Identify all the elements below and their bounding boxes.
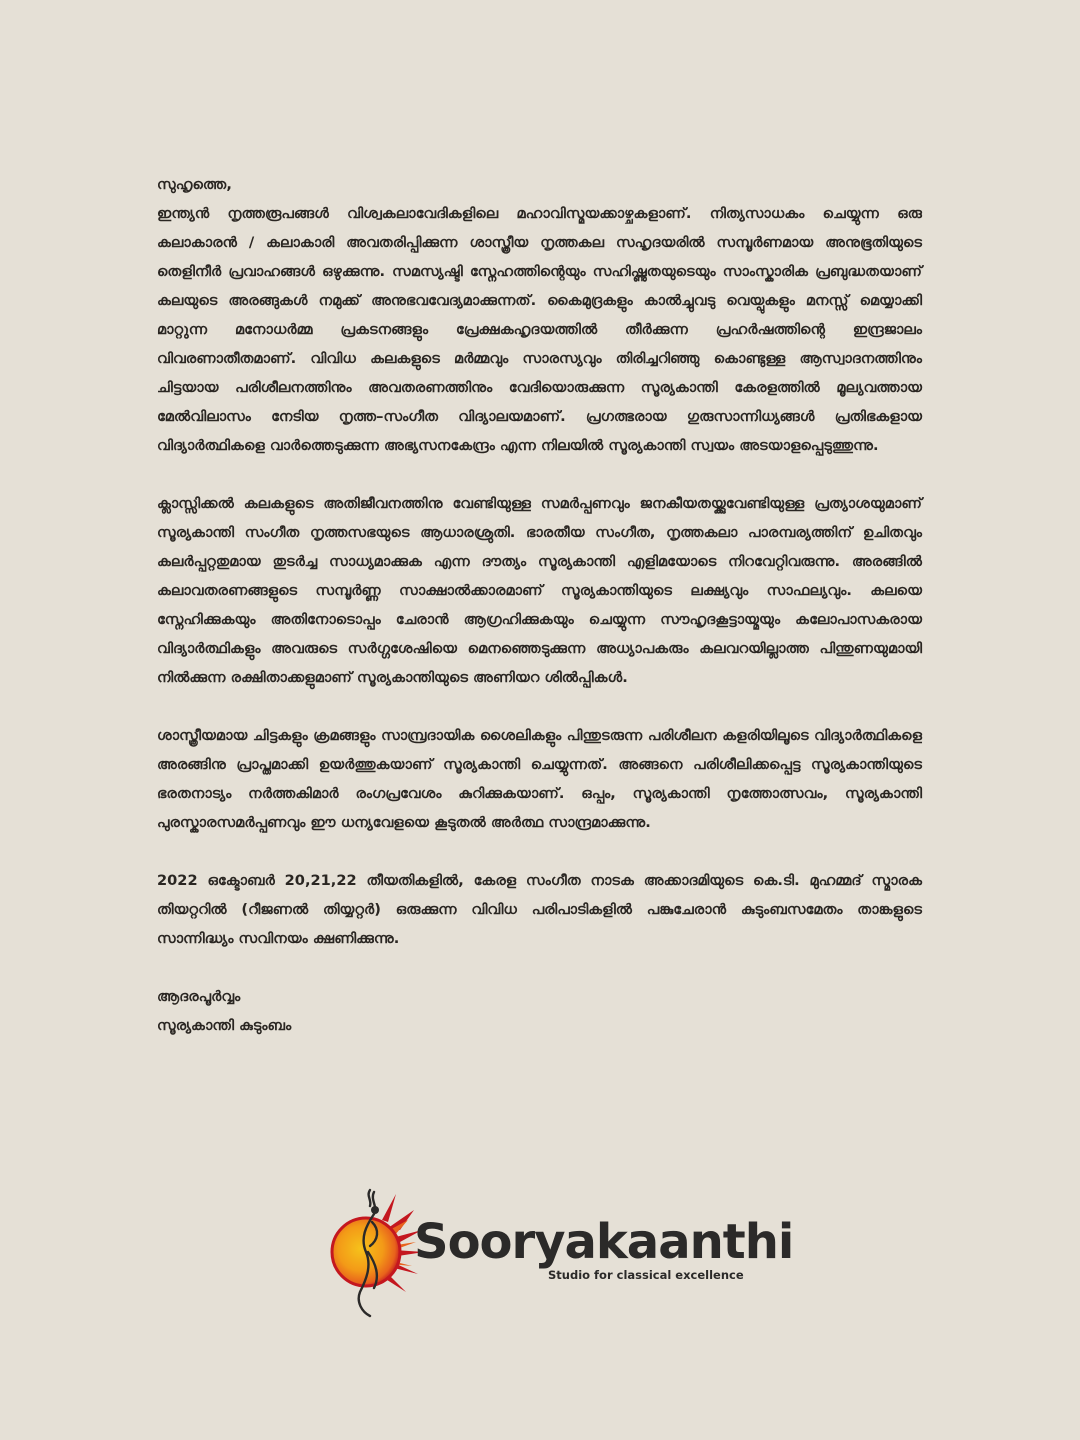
- paragraph-mission: ക്ലാസ്സിക്കൽ കലകളുടെ അതിജീവനത്തിനു വേണ്ടിയുള്ള സമർപ്പണവും ജനകീയതയ്ക്കുവേണ്ടിയുള്ള പ്രത്യാശയുമാണ് സൂര്യകാന്തി സംഗീത നൃത്തസഭയുടെ ആധാരശ്രുതി. ഭാരതീയ സംഗീത, നൃത്തകലാ പാരമ്പര്യത്തിന് ഉചിതവും കലർപ്പറ്റതുമായ തുടർച്ച സാധ്യമാക്കുക എന്ന ദൗത്യം സൂര്യകാന്തി എളിമയോടെ നിറവേറ്റിവരുന്നു. അരങ്ങിൽ കലാവതരണങ്ങളുടെ സമ്പൂർണ്ണ സാക്ഷാൽക്കാരമാണ് സൂര്യകാന്തിയുടെ ലക്ഷ്യവും സാഫല്യവും. കലയെ സ്നേഹിക്കുകയും അതിനോടൊപ്പം ചേരാൻ ആഗ്രഹിക്കുകയും ചെയ്യുന്ന സൗഹൃദകൂട്ടായ്മയും കലോപാസകരായ വിദ്യാർത്ഥികളും അവരുടെ സർഗ്ഗശേഷിയെ മെനഞ്ഞെടുക്കുന്ന അധ്യാപകരും കലവറയില്ലാത്ത പിന്തുണയുമായി നിൽക്കുന്ന രക്ഷിതാക്കളുമാണ് സൂര്യകാന്തിയുടെ അണിയറ ശിൽപ്പികൾ.: [157, 495, 922, 686]
- paragraph-intro: ഇന്ത്യൻ നൃത്തരൂപങ്ങൾ വിശ്വകലാവേദികളിലെ മഹാവിസ്മയക്കാഴ്ചകളാണ്. നിത്യസാധകം ചെയ്യുന്ന ഒരു കലാകാരൻ / കലാകാരി അവതരിപ്പിക്കുന്ന ശാസ്ത്രീയ നൃത്തകല സഹൃദയരിൽ സമ്പൂർണമായ അനുഭൂതിയുടെ തെളിനീർ പ്രവാഹങ്ങൾ ഒഴുക്കുന്നു. സമസ്യഷ്ടി സ്നേഹത്തിന്റെയും സഹിഷ്ണുതയുടെയും സാംസ്കാരിക പ്രബുദ്ധതയാണ് കലയുടെ അരങ്ങുകൾ നമുക്ക് അനുഭവവേദ്യമാക്കുന്നത്. കൈമുദ്രകളും കാൽച്ചുവടു വെയ്പുകളും മനസ്സ് മെയ്യാക്കി മാറ്റുന്ന മനോധർമ്മ പ്രകടനങ്ങളും പ്രേക്ഷകഹൃദയത്തിൽ തീർക്കുന്ന പ്രഹർഷത്തിന്റെ ഇന്ദ്രജാലം വിവരണാതീതമാണ്. വിവിധ കലകളുടെ മർമ്മവും സാരസ്യവും തിരിച്ചറിഞ്ഞു കൊണ്ടുള്ള ആസ്വാദനത്തിനും ചിട്ടയായ പരിശീലനത്തിനും അവതരണത്തിനും വേദിയൊരുക്കുന്ന സൂര്യകാന്തി കേരളത്തിൽ മൂല്യവത്തായ മേൽവിലാസം നേടിയ നൃത്ത–സംഗീത വിദ്യാലയമാണ്. പ്രഗത്ഭരായ ഗുരുസാന്നിധ്യങ്ങൾ പ്രതിഭകളായ വിദ്യാർത്ഥികളെ വാർത്തെടുക്കുന്ന അഭ്യസനകേന്ദ്രം എന്ന നിലയിൽ സൂര്യകാന്തി സ്വയം അടയാളപ്പെടുത്തുന്നു.: [157, 205, 922, 454]
- sun-dancer-emblem-icon: [326, 1180, 426, 1320]
- signature: സൂര്യകാന്തി കുടുംബം: [157, 1017, 292, 1034]
- brand-tagline: Studio for classical excellence: [548, 1268, 744, 1282]
- letter-body: [157, 170, 922, 1040]
- sooryakaanthi-logo: [326, 1180, 794, 1320]
- paragraph-training: ശാസ്ത്രീയമായ ചിട്ടകളും ക്രമങ്ങളും സാമ്പ്രദായിക ശൈലികളും പിന്തുടരുന്ന പരിശീലന കളരിയിലൂടെ വിദ്യാർത്ഥികളെ അരങ്ങിനു പ്രാപ്തമാക്കി ഉയർത്തുകയാണ് സൂര്യകാന്തി ചെയ്യുന്നത്. അങ്ങനെ പരിശീലിക്കപ്പെട്ട സൂര്യകാന്തിയുടെ ഭരതനാട്യം നർത്തകിമാർ രംഗപ്രവേശം കുറിക്കുകയാണ്. ഒപ്പം, സൂര്യകാന്തി നൃത്തോത്സവം, സൂര്യകാന്തി പുരസ്കാരസമർപ്പണവും ഈ ധന്യവേളയെ കൂടുതൽ അർത്ഥ സാന്ദ്രമാക്കുന്നു.: [157, 727, 922, 831]
- paragraph-invitation: 2022 ഒക്ടോബർ 20,21,22 തീയതികളിൽ, കേരള സംഗീത നാടക അക്കാദമിയുടെ കെ.ടി. മുഹമ്മദ് സ്മാരക തിയറ്ററിൽ (റീജണൽ തിയ്യറ്റർ) ഒരുക്കുന്ന വിവിധ പരിപാടികളിൽ പങ്കുചേരാൻ കുടുംബസമേതം താങ്കളുടെ സാന്നിദ്ധ്യം സവിനയം ക്ഷണിക്കുന്നു.: [157, 872, 922, 947]
- salutation: സുഹൃത്തെ,: [157, 176, 232, 193]
- closing: ആദരപൂർവ്വം: [157, 988, 241, 1005]
- brand-name: Sooryakaanthi: [414, 1214, 794, 1270]
